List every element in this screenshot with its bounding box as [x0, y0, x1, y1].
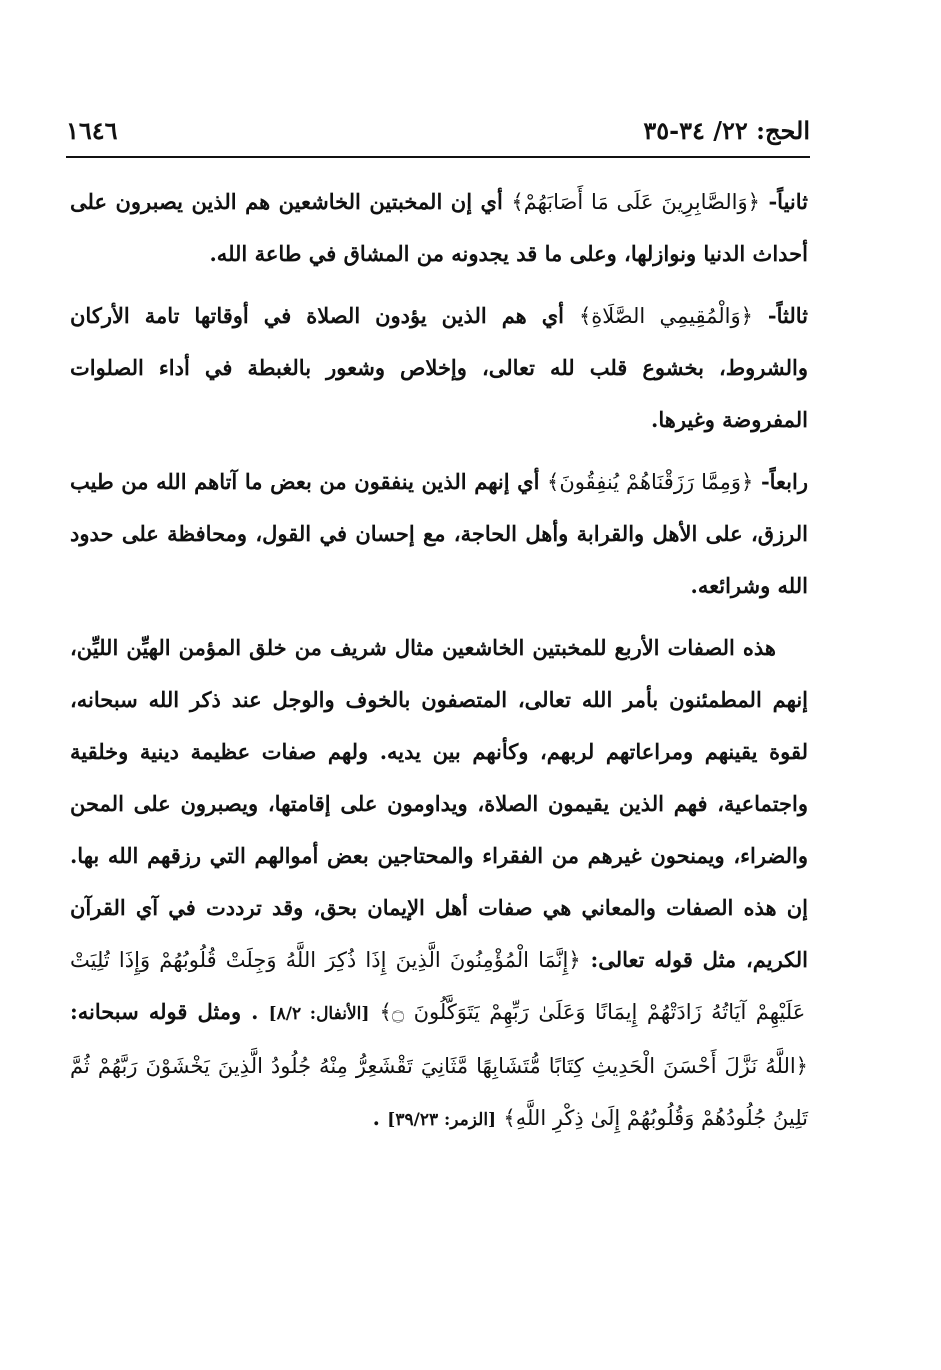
- page-header: [66, 116, 810, 156]
- page-number: ١٦٤٦: [66, 116, 118, 145]
- paragraph-third: [70, 290, 808, 446]
- paragraph-text: أي هم الذين يؤدون الصلاة في أوقاتها تامة الأركان والشروط، بخشوع قلب لله تعالى، وإخلاص وشعور بالغبطة في أداء الصلوات المفروضة وغيرها.: [70, 303, 808, 432]
- paragraph-lead: ثالثاً-: [767, 303, 809, 328]
- quran-verse-anfal: ﴿إِنَّمَا الْمُؤْمِنُونَ الَّذِينَ إِذَا ذُكِرَ اللَّهُ وَجِلَتْ قُلُوبُهُمْ وَإِذَا تُلِيَتْ عَلَيْهِمْ آيَاتُهُ زَادَتْهُمْ إِيمَانًا وَعَلَىٰ رَبِّهِمْ يَتَوَكَّلُونَ ۝﴾: [70, 948, 806, 1024]
- summary-text-continued: . ومثل قوله سبحانه:: [70, 999, 259, 1024]
- summary-text-end: .: [372, 1105, 380, 1130]
- quran-verse: ﴿وَالْمُقِيمِي الصَّلَاةِ﴾: [578, 304, 753, 328]
- summary-paragraph: [70, 622, 808, 1146]
- quran-verse-zumar: ﴿اللَّهُ نَزَّلَ أَحْسَنَ الْحَدِيثِ كِتَابًا مُّتَشَابِهًا مَّثَانِيَ تَقْشَعِرُّ مِنْهُ جُلُودُ الَّذِينَ يَخْشَوْنَ رَبَّهُمْ ثُمَّ تَلِينُ جُلُودُهُمْ وَقُلُوبُهُمْ إِلَىٰ ذِكْرِ اللَّهِ﴾: [70, 1054, 808, 1130]
- quran-verse: ﴿وَالصَّابِرِينَ عَلَى مَا أَصَابَهُمْ﴾: [511, 190, 760, 214]
- sura-reference: الحج: ٢٢/ ٣٤-٣٥: [643, 116, 810, 145]
- verse-citation-anfal: [الأنفال: ٨/٢]: [268, 1004, 370, 1024]
- paragraph-text: أي إنهم الذين ينفقون من بعض ما آتاهم الله من طيب الرزق، على الأهل والقرابة وأهل الحاجة، مع إحسان في القول، ومحافظة على حدود الله وشرائعه.: [70, 469, 808, 598]
- quran-verse: ﴿وَمِمَّا رَزَقْنَاهُمْ يُنفِقُونَ﴾: [547, 470, 754, 494]
- paragraph-text: أي إن المخبتين الخاشعين هم الذين يصبرون على أحداث الدنيا ونوازلها، وعلى ما قد يجدونه من المشاق في طاعة الله.: [70, 189, 808, 266]
- paragraph-lead: ثانياً-: [768, 189, 808, 214]
- page-body: [70, 176, 808, 1156]
- paragraph-second: [70, 176, 808, 280]
- verse-citation-zumar: [الزمر: ٣٩/٢٣]: [387, 1110, 497, 1130]
- paragraph-lead: رابعاً-: [760, 469, 809, 494]
- header-divider: [66, 156, 810, 158]
- paragraph-fourth: [70, 456, 808, 612]
- summary-text: هذه الصفات الأربع للمخبتين الخاشعين مثال شريف من خلق المؤمن الهيِّن الليِّن، إنهم المطمئنون بأمر الله تعالى، المتصفون بالخوف والوجل عند ذكر الله سبحانه، لقوة يقينهم ومراعاتهم لربهم، وكأنهم بين يديه. ولهم صفات عظيمة دينية وخلقية واجتماعية، فهم الذين يقيمون الصلاة، ويداومون على إقامتها، ويصبرون على المحن والضراء، ويمنحون غيرهم من الفقراء والمحتاجين بعض أموالهم التي رزقهم الله بها. إن هذه الصفات والمعاني هي صفات أهل الإيمان بحق، وقد ترددت في آي القرآن الكريم، مثل قوله تعالى:: [70, 635, 808, 972]
